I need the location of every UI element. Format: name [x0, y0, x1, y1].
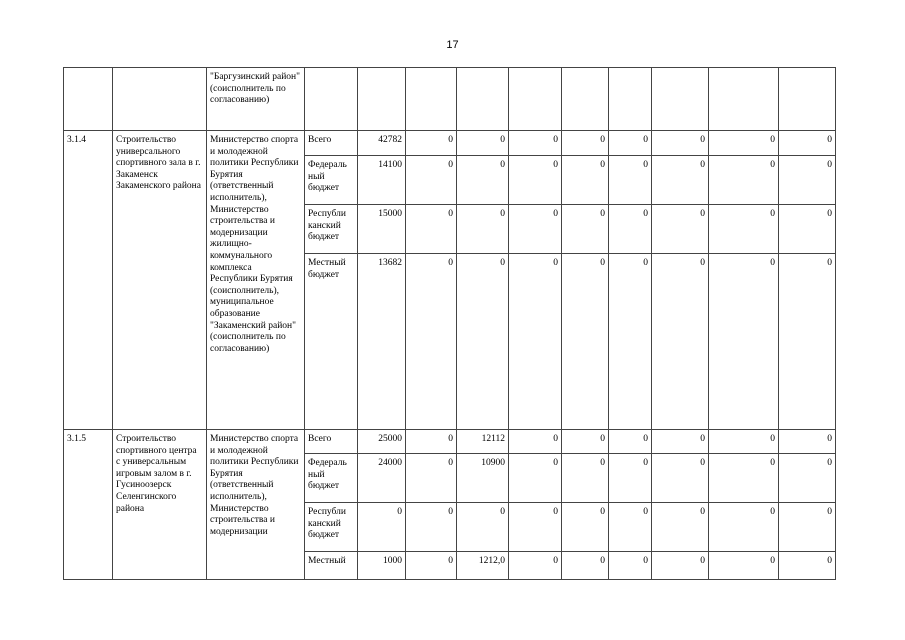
amount-cell: 0: [562, 454, 609, 503]
amount-cell: 0: [457, 131, 509, 156]
amount-cell: [562, 68, 609, 131]
amount-cell: 0: [406, 254, 457, 430]
amount-cell: 0: [562, 156, 609, 205]
amount-cell: 0: [406, 454, 457, 503]
amount-cell: 0: [779, 430, 836, 454]
amount-cell: [709, 68, 779, 131]
total-cell: 42782: [358, 131, 406, 156]
total-cell: 0: [358, 503, 406, 552]
amount-cell: 0: [406, 430, 457, 454]
amount-cell: 0: [709, 552, 779, 580]
amount-cell: 0: [406, 205, 457, 254]
amount-cell: 0: [406, 552, 457, 580]
amount-cell: 0: [457, 156, 509, 205]
source-cell: Местный бюджет: [305, 254, 358, 430]
source-cell: Республи канский бюджет: [305, 205, 358, 254]
amount-cell: 0: [652, 430, 709, 454]
code-cell: 3.1.5: [64, 430, 113, 580]
amount-cell: 0: [457, 503, 509, 552]
amount-cell: 0: [562, 205, 609, 254]
amount-cell: 0: [652, 503, 709, 552]
amount-cell: 0: [609, 205, 652, 254]
name-cell: Строительство универсального спортивного зала в г. Закаменск Закаменского района: [113, 131, 207, 430]
amount-cell: [609, 68, 652, 131]
amount-cell: 0: [509, 205, 562, 254]
amount-cell: 0: [609, 131, 652, 156]
amount-cell: 0: [709, 503, 779, 552]
total-cell: 14100: [358, 156, 406, 205]
amount-cell: 0: [406, 156, 457, 205]
amount-cell: 0: [779, 454, 836, 503]
name-cell: Строительство спортивного центра с универсальным игровым залом в г. Гусиноозерск Селенгинского района: [113, 430, 207, 580]
source-cell: Республи канский бюджет: [305, 503, 358, 552]
code-cell: 3.1.4: [64, 131, 113, 430]
amount-cell: 0: [406, 131, 457, 156]
amount-cell: 0: [562, 254, 609, 430]
total-cell: 1000: [358, 552, 406, 580]
amount-cell: 0: [652, 131, 709, 156]
source-cell: Федераль ный бюджет: [305, 454, 358, 503]
amount-cell: 1212,0: [457, 552, 509, 580]
amount-cell: 0: [709, 454, 779, 503]
table-row: [64, 131, 836, 156]
amount-cell: [457, 68, 509, 131]
amount-cell: 12112: [457, 430, 509, 454]
amount-cell: 0: [779, 503, 836, 552]
amount-cell: 0: [652, 254, 709, 430]
amount-cell: 0: [509, 552, 562, 580]
table-row: [64, 68, 836, 131]
amount-cell: 0: [509, 454, 562, 503]
amount-cell: 10900: [457, 454, 509, 503]
amount-cell: 0: [609, 156, 652, 205]
total-cell: 25000: [358, 430, 406, 454]
amount-cell: 0: [652, 552, 709, 580]
amount-cell: 0: [509, 503, 562, 552]
amount-cell: 0: [509, 156, 562, 205]
executor-cell: Министерство спорта и молодежной политики Республики Бурятия (ответственный исполнитель), Министерство строительства и модернизации жилищно-коммунального комплекса Республики Бурятия (соисполнитель), муниципальное образование "Закаменский район" (соисполнитель по согласованию): [207, 131, 305, 430]
amount-cell: 0: [779, 254, 836, 430]
amount-cell: 0: [709, 430, 779, 454]
code-cell: [64, 68, 113, 131]
executor-cell: Министерство спорта и молодежной политики Республики Бурятия (ответственный исполнитель), Министерство строительства и модернизации: [207, 430, 305, 580]
total-cell: 15000: [358, 205, 406, 254]
source-cell: [305, 68, 358, 131]
source-cell: Федераль ный бюджет: [305, 156, 358, 205]
table-row: [64, 430, 836, 454]
amount-cell: 0: [652, 156, 709, 205]
amount-cell: 0: [609, 454, 652, 503]
amount-cell: 0: [609, 503, 652, 552]
amount-cell: 0: [562, 430, 609, 454]
amount-cell: 0: [652, 205, 709, 254]
source-cell: Всего: [305, 131, 358, 156]
amount-cell: 0: [609, 552, 652, 580]
total-cell: 24000: [358, 454, 406, 503]
amount-cell: [779, 68, 836, 131]
amount-cell: 0: [457, 205, 509, 254]
amount-cell: 0: [609, 254, 652, 430]
page-number: 17: [446, 39, 459, 51]
amount-cell: [406, 68, 457, 131]
amount-cell: 0: [779, 156, 836, 205]
amount-cell: [652, 68, 709, 131]
amount-cell: 0: [562, 552, 609, 580]
total-cell: 13682: [358, 254, 406, 430]
amount-cell: 0: [709, 254, 779, 430]
amount-cell: 0: [509, 131, 562, 156]
amount-cell: [358, 68, 406, 131]
amount-cell: 0: [779, 205, 836, 254]
executor-cell: "Баргузинский район" (соисполнитель по согласованию): [207, 68, 305, 131]
amount-cell: 0: [509, 254, 562, 430]
amount-cell: 0: [509, 430, 562, 454]
name-cell: [113, 68, 207, 131]
budget-table: [63, 67, 836, 580]
amount-cell: 0: [709, 131, 779, 156]
amount-cell: 0: [652, 454, 709, 503]
amount-cell: [509, 68, 562, 131]
amount-cell: 0: [709, 205, 779, 254]
source-cell: Всего: [305, 430, 358, 454]
amount-cell: 0: [709, 156, 779, 205]
amount-cell: 0: [562, 503, 609, 552]
amount-cell: 0: [779, 131, 836, 156]
amount-cell: 0: [457, 254, 509, 430]
amount-cell: 0: [779, 552, 836, 580]
source-cell: Местный: [305, 552, 358, 580]
amount-cell: 0: [609, 430, 652, 454]
amount-cell: 0: [562, 131, 609, 156]
amount-cell: 0: [406, 503, 457, 552]
